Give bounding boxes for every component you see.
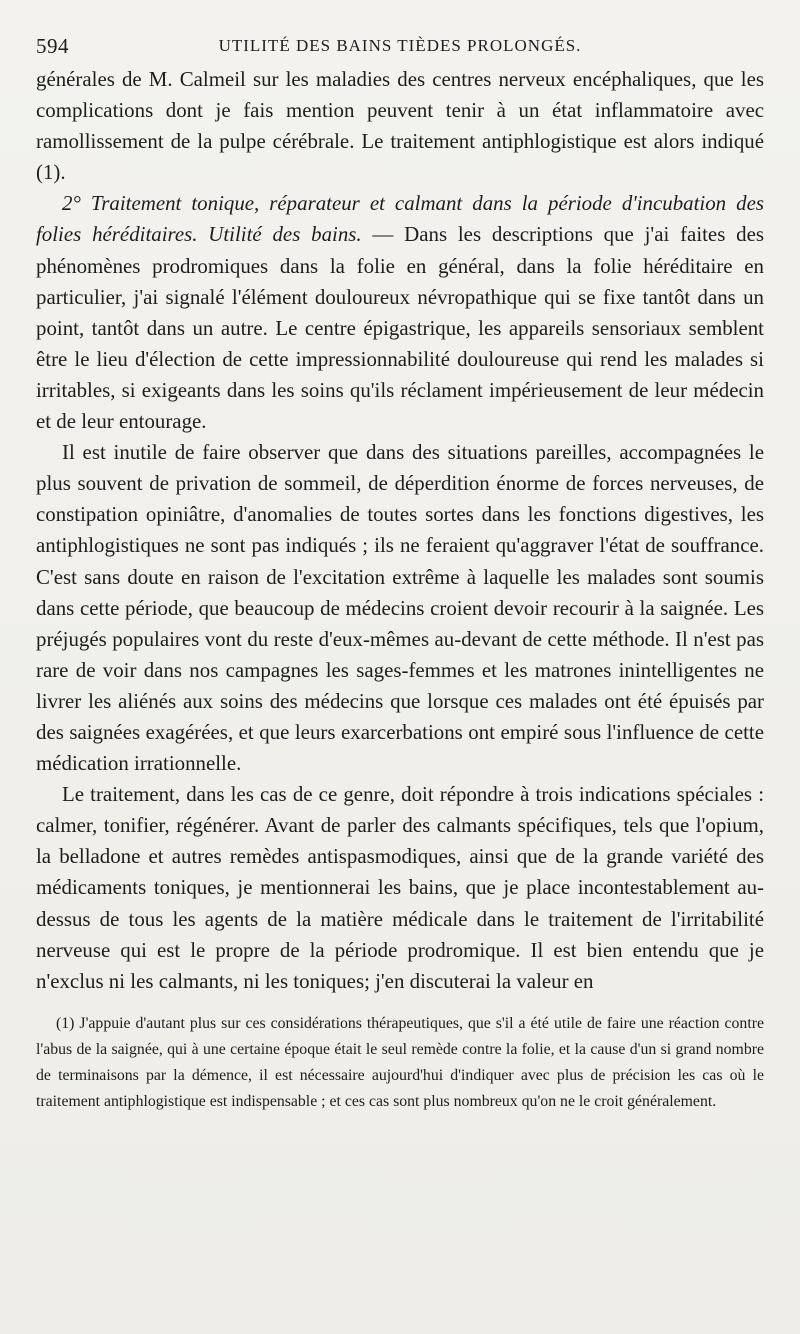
paragraph: générales de M. Calmeil sur les maladies des centres nerveux encéphaliques, que les complications dont je fais mention peuvent tenir à un état inflammatoire avec ramollissement de la pulpe cérébrale. Le traitement antiphlogistique est alors indiqué (1).: [36, 67, 764, 185]
section-heading: 2° Traitement tonique, réparateur et calmant dans la période d'incubation des folies héréditaires. Utilité des bains.: [36, 191, 764, 247]
paragraph-text: — Dans les descriptions que j'ai faites des phénomènes prodromiques dans la folie en général, dans la folie héréditaire en particulier, j'ai signalé l'élément douloureux névropathique qui se fixe tantôt dans un point, tantôt dans un autre. Le centre épigastrique, les appareils sensoriaux semblent être le lieu d'élection de cette impressionnabilité douloureuse qui rend les malades si irritables, si exigeants dans les soins qu'ils réclament impérieusement de leur médecin et de leur entourage.: [36, 222, 764, 434]
paragraph: Le traitement, dans les cas de ce genre, doit répondre à trois indications spéciales : calmer, tonifier, régénérer. Avant de parler des calmants spécifiques, tels que l'opium, la belladone et autres remèdes antispasmodiques, ainsi que de la grande variété des médicaments toniques, je mentionnerai les bains, que je place incontestablement au-dessus de tous les agents de la matière médicale dans le traitement de l'irritabilité nerveuse qui est le propre de la période prodromique. Il est bien entendu que je n'exclus ni les calmants, ni les toniques; j'en discuterai la valeur en: [36, 782, 764, 993]
footnote: (1) J'appuie d'autant plus sur ces considérations thérapeutiques, que s'il a été utile de faire une réaction contre l'abus de la saignée, qui à une certaine époque était le seul remède contre la folie, et la cause d'un si grand nombre de terminaisons par la démence, il est nécessaire aujourd'hui d'indiquer avec plus de précision les cas où le traitement antiphlogistique est indispensable ; et ces cas sont plus nombreux qu'on ne le croit généralement.: [36, 1014, 764, 1110]
paragraph: Il est inutile de faire observer que dans des situations pareilles, accompagnées le plus souvent de privation de sommeil, de déperdition énorme de forces nerveuses, de constipation opiniâtre, d'anomalies de toutes sortes dans les fonctions digestives, les antiphlogistiques ne sont pas indiqués ; ils ne feraient qu'aggraver l'état de souffrance. C'est sans doute en raison de l'excitation extrême à laquelle les malades sont soumis dans cette période, que beaucoup de médecins croient devoir recourir à la saignée. Les préjugés populaires vont du reste d'eux-mêmes au-devant de cette méthode. Il n'est pas rare de voir dans nos campagnes les sages-femmes et les matrones inintelligentes ne livrer les aliénés aux soins des médecins que lorsque ces malades ont été épuisés par des saignées exagérées, et que leurs exarcerbations ont empiré sous l'influence de cette médication irrationnelle.: [36, 440, 764, 776]
running-title: UTILITÉ DES BAINS TIÈDES PROLONGÉS.: [218, 36, 582, 55]
footnotes: [36, 1011, 764, 1115]
page-number: 594: [36, 34, 69, 58]
page-header: [36, 30, 764, 64]
body-text: [36, 64, 764, 997]
paragraph: [36, 188, 764, 437]
